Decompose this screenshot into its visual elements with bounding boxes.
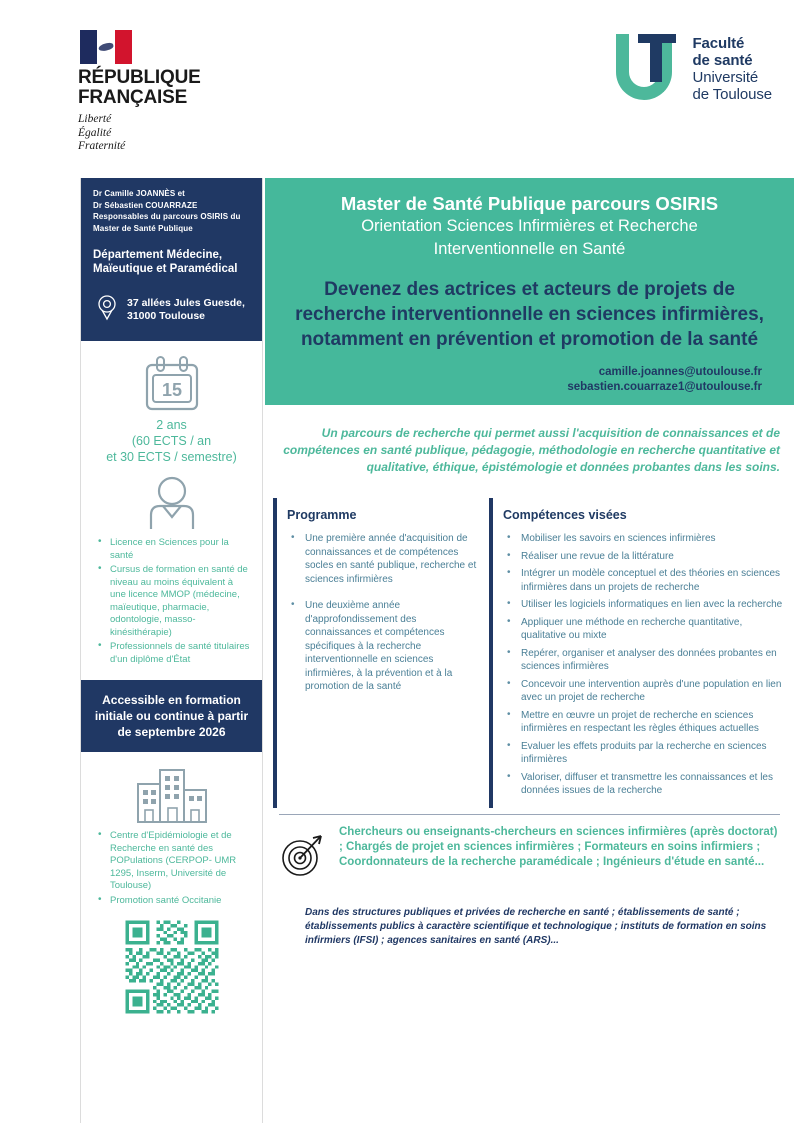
duration-line1: 2 ans <box>156 418 187 432</box>
republique-name <box>78 68 278 108</box>
competences-heading: Compétences visées <box>503 508 627 523</box>
address-line2: 31000 Toulouse <box>127 310 206 322</box>
qr-code-wrap[interactable] <box>89 917 254 1017</box>
list-item: • Valoriser, diffuser et transmettre les connaissances et les données issues de la recherche <box>503 771 786 798</box>
email-camille[interactable]: camille.joannes@utoulouse.fr <box>598 366 762 378</box>
sidebar-partners-block <box>81 752 262 1037</box>
person-icon-wrap <box>89 475 254 531</box>
contact-emails <box>281 365 778 395</box>
sidebar-duration-block <box>81 341 262 471</box>
page-subtitle-line2: Interventionnelle en Santé <box>433 240 626 258</box>
calendar-day-number: 15 <box>161 380 182 400</box>
motto-liberte: Liberté <box>78 113 112 125</box>
buildings-icon <box>134 766 210 824</box>
contact-line-1: Dr Sébastien COUARRAZE <box>93 200 198 210</box>
main-content <box>265 178 794 1123</box>
jobs-text: Chercheurs ou enseignants-chercheurs en sciences infirmières (après doctorat) ; Chargés de projet en sciences infirmières ; Formateurs en soins infirmiers ; Coordonnateurs de la recherche paramédicale ; Ingénieurs d'étude en santé... <box>339 825 778 868</box>
motto-egalite: Égalité <box>78 126 112 139</box>
columns-wrap <box>265 494 794 808</box>
sidebar-access-banner: Accessible en formation initiale ou continue à partir de septembre 2026 <box>81 680 262 752</box>
universite-toulouse-logo <box>614 32 772 103</box>
list-item: • Une première année d'acquisition de connaissances et de compétences socles en santé publique, recherche et sciences infirmières <box>287 532 479 586</box>
motto-fraternite: Fraternité <box>78 140 126 152</box>
contact-line-3: Master de Santé Publique <box>93 223 193 233</box>
list-item: • Utiliser les logiciels informatiques en lien avec la recherche <box>503 598 786 612</box>
email-sebastien[interactable]: sebastien.couarraze1@utoulouse.fr <box>567 381 762 393</box>
republique-motto <box>78 113 278 154</box>
faculte-line3: Université <box>692 69 759 86</box>
list-item: • Promotion santé Occitanie <box>97 895 250 908</box>
sidebar-address <box>93 294 250 327</box>
structures-paragraph: Dans des structures publiques et privées de recherche en santé ; établissements de santé ; établissements publics à caractère scientifique et technologique ; instituts de formation en soins infirmiers (IFSI) ; agences sanitaires en santé (ARS)... <box>305 906 767 946</box>
calendar-icon-wrap <box>89 355 254 413</box>
contact-line-0: Dr Camille JOANNÈS et <box>93 189 185 198</box>
department-line2: Maïeutique et Paramédical <box>93 263 238 275</box>
list-item: • Intégrer un modèle conceptuel et des théories en sciences infirmières dans un projets de recherche <box>503 567 786 594</box>
target-arrow-icon <box>279 831 327 884</box>
republique-line1: RÉPUBLIQUE <box>78 67 201 88</box>
sidebar-contact-block <box>81 178 262 341</box>
jobs-section <box>265 815 794 884</box>
faculte-line2: de santé <box>692 52 753 69</box>
page-header <box>0 0 794 170</box>
duration-line2: (60 ECTS / an <box>131 434 212 448</box>
list-item: • Cursus de formation en santé de niveau au moins équivalent à une licence MMOP (médecine, maïeutique, pharmacie, odontologie, masso-kinésithérapie) <box>97 564 250 639</box>
list-item: • Evaluer les effets produits par la recherche en sciences infirmières <box>503 740 786 767</box>
list-item: • Mobiliser les savoirs en sciences infirmières <box>503 532 786 546</box>
sidebar-contacts <box>93 188 250 234</box>
list-item: • Centre d'Epidémiologie et de Recherche en santé des POPulations (CERPOP- UMR 1295, Inserm, Université de Toulouse) <box>97 830 250 893</box>
location-pin-icon <box>97 294 117 327</box>
address-text <box>127 294 245 323</box>
sidebar <box>80 178 263 1123</box>
programme-list <box>287 532 479 694</box>
page-title: Master de Santé Publique parcours OSIRIS <box>340 193 719 214</box>
calendar-icon <box>141 355 203 413</box>
faculte-line1: Faculté <box>692 35 745 52</box>
sidebar-department <box>93 248 250 276</box>
ut-monogram-icon <box>614 32 682 102</box>
french-flag-icon <box>80 30 132 64</box>
intro-paragraph: Un parcours de recherche qui permet aussi l'acquisition de connaissances et de compétences en santé publique, pédagogie, méthodologie en recherche quantitative et qualitative, éthique, épistémologie et données probantes dans les soins. <box>283 426 780 474</box>
qr-code[interactable] <box>122 917 222 1017</box>
sidebar-duration <box>89 417 254 465</box>
list-item: • Repérer, organiser et analyser des données probantes en sciences infirmières <box>503 647 786 674</box>
duration-line3: et 30 ECTS / semestre) <box>106 450 237 464</box>
contact-line-2: Responsables du parcours OSIRIS du <box>93 212 241 221</box>
partners-list <box>89 830 254 907</box>
list-item: • Professionnels de santé titulaires d'un diplôme d'État <box>97 641 250 666</box>
list-item: • Une deuxième année d'approfondissement des connaissances et compétences spécifiques à la recherche interventionnelle en sciences infirmières, à la prévention et à la promotion de la santé <box>287 599 479 694</box>
admission-requirements-list <box>89 537 254 666</box>
republique-line2: FRANÇAISE <box>78 87 188 108</box>
person-icon <box>143 475 201 531</box>
list-item: • Mettre en œuvre un projet de recherche en sciences infirmières en respectant les règles éthiques actuelles <box>503 709 786 736</box>
sidebar-admission-block <box>81 471 262 674</box>
list-item: • Réaliser une revue de la littérature <box>503 550 786 564</box>
buildings-icon-wrap <box>89 766 254 824</box>
page-subtitle-line1: Orientation Sciences Infirmières et Recherche <box>361 217 698 235</box>
programme-column <box>273 498 479 808</box>
hero-banner <box>265 178 794 405</box>
competences-list <box>503 532 786 798</box>
hero-claim: Devenez des actrices et acteurs de projets de recherche interventionnelle en sciences infirmières, notamment en prévention et promotion de la santé <box>295 279 764 350</box>
competences-column <box>489 498 786 808</box>
programme-heading: Programme <box>287 508 357 523</box>
list-item: • Licence en Sciences pour la santé <box>97 537 250 562</box>
republique-francaise-logo <box>78 30 278 154</box>
list-item: • Concevoir une intervention auprès d'une population en lien avec un projet de recherche <box>503 678 786 705</box>
universite-wordmark <box>692 32 772 103</box>
list-item: • Appliquer une méthode en recherche quantitative, qualitative ou mixte <box>503 616 786 643</box>
department-line1: Département Médecine, <box>93 249 223 261</box>
faculte-line4: de Toulouse <box>692 86 772 103</box>
address-line1: 37 allées Jules Guesde, <box>127 297 245 309</box>
